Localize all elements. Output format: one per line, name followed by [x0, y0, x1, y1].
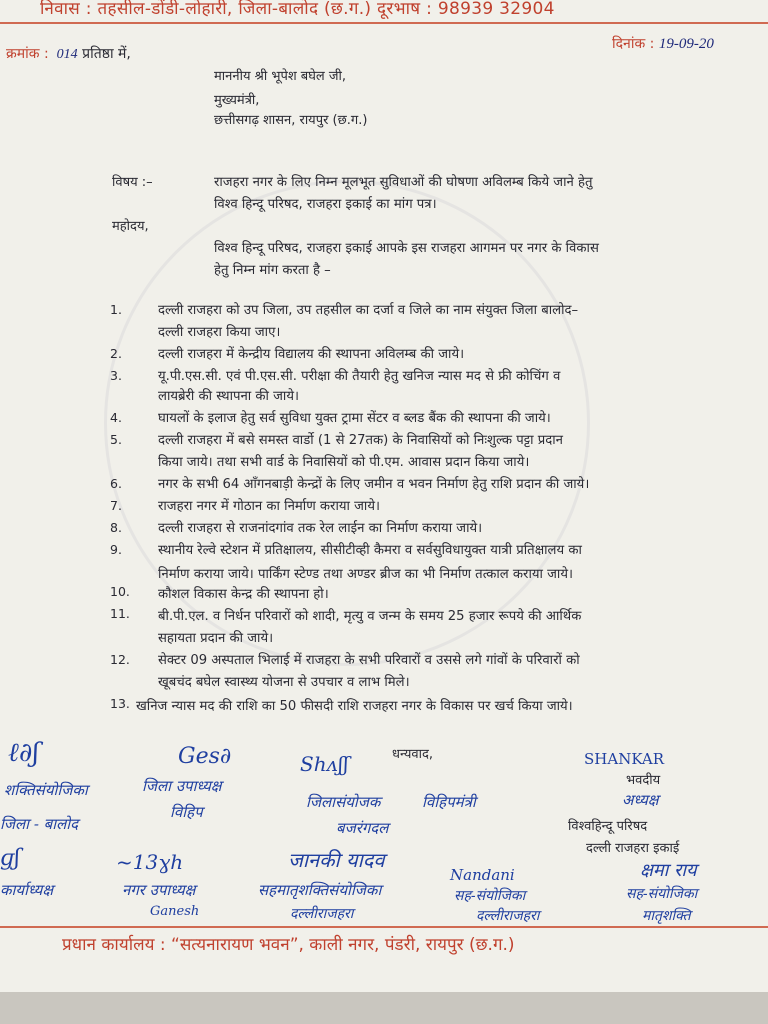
signature-title: दल्लीराजहरा [476, 908, 540, 924]
header-divider [0, 22, 768, 24]
demand-text: खनिज न्यास मद की राशि का 50 फीसदी राशि राजहरा नगर के विकास पर खर्च किया जाये। [136, 699, 573, 714]
intro-line: विश्व हिन्दू परिषद, राजहरा इकाई आपके इस राजहरा आगमन पर नगर के विकास [214, 241, 599, 256]
footer-divider [0, 926, 768, 928]
reference-prefix: प्रतिष्ठा में, [82, 46, 131, 62]
signature-scribble: ℓ∂ʃ [8, 738, 40, 768]
demand-text: दल्ली राजहरा में बसे समस्त वार्डो (1 से 27तक) के निवासियों को निःशुल्क पट्टा प्रदान [158, 433, 564, 448]
demand-text: सहायता प्रदान की जाये। [158, 631, 274, 646]
demand-text: दल्ली राजहरा से राजनांदगांव तक रेल लाईन का निर्माण कराया जाये। [158, 521, 483, 536]
closing-sender: भवदीय [626, 773, 661, 788]
demand-number: 2. [110, 346, 122, 361]
demand-text: नगर के सभी 64 आँगनबाड़ी केन्द्रों के लिए जमीन व भवन निर्माण हेतु राशि प्रदान की जाये। [158, 477, 590, 492]
demand-text: किया जाये। तथा सभी वार्ड के निवासियों को पी.एम. आवास प्रदान किया जाये। [158, 455, 530, 470]
subject-label: विषय :– [112, 175, 153, 190]
signature-title: कार्याध्यक्ष [0, 881, 54, 899]
reference-value: 014 [56, 47, 78, 62]
signature-title: विहिप [170, 803, 203, 821]
addressee-line: मुख्यमंत्री, [214, 93, 260, 108]
letter-date [612, 34, 714, 53]
subject-line: विश्व हिन्दू परिषद, राजहरा इकाई का मांग पत्र। [214, 197, 437, 212]
demand-text: दल्ली राजहरा किया जाए। [158, 325, 281, 340]
signature-name: क्षमा राय [640, 860, 697, 881]
signature-title: जिला उपाध्यक्ष [142, 777, 222, 795]
signature-scribble: ɡʃ [0, 846, 21, 871]
demand-text: दल्ली राजहरा को उप जिला, उप तहसील का दर्जा व जिले का नाम संयुक्त जिला बालोद– [158, 303, 579, 318]
signature-title: मातृशक्ति [642, 908, 691, 924]
signature-title: बजरंगदल [336, 819, 389, 837]
demand-number: 11. [110, 606, 130, 621]
signature-scribble: ~13ɣh [116, 850, 184, 874]
demand-number: 4. [110, 410, 122, 425]
signature-name: जानकी यादव [288, 848, 385, 872]
signature-title: सह-संयोजिका [454, 888, 526, 904]
addressee-line: छत्तीसगढ़ शासन, रायपुर (छ.ग.) [214, 113, 368, 128]
demand-text: घायलों के इलाज हेतु सर्व सुविधा युक्त ट्रामा सेंटर व ब्लड बैंक की स्थापना की जाये। [158, 411, 551, 426]
signature-title: अध्यक्ष [622, 791, 659, 809]
demand-text: यू.पी.एस.सी. एवं पी.एस.सी. परीक्षा की तैयारी हेतु खनिज न्यास मद से फ्री कोचिंग व [158, 369, 561, 384]
demand-text: लायब्रेरी की स्थापना की जाये। [158, 389, 299, 404]
demand-number: 10. [110, 584, 130, 599]
demand-number: 9. [110, 542, 122, 557]
demand-text: सेक्टर 09 अस्पताल भिलाई में राजहरा के सभी परिवारों व उससे लगे गांवों के परिवारों को [158, 653, 580, 668]
signature-title: सहमातृशक्तिसंयोजिका [258, 881, 382, 899]
subject-line: राजहरा नगर के लिए निम्न मूलभूत सुविधाओं की घोषणा अविलम्ब किये जाने हेतु [214, 175, 593, 190]
reference-number [6, 44, 131, 63]
addressee-line: माननीय श्री भूपेश बघेल जी, [214, 69, 347, 84]
signature-title: शक्तिसंयोजिका [4, 781, 88, 799]
date-label: दिनांक : [612, 36, 655, 52]
demand-number: 1. [110, 302, 122, 317]
letterhead-top-line: निवास : तहसील-डोंडी-लोहारी, जिला-बालोद (छ.ग.) दूरभाष : 98939 32904 [40, 0, 555, 19]
demand-number: 3. [110, 368, 122, 383]
signature-name: Ganesh [150, 904, 200, 919]
signature-title: नगर उपाध्यक्ष [122, 881, 196, 899]
closing-org: विश्वहिन्दू परिषद [568, 819, 648, 834]
demand-number: 6. [110, 476, 122, 491]
office-address: प्रधान कार्यालय : “सत्यनारायण भवन”, काली नगर, पंडरी, रायपुर (छ.ग.) [62, 935, 515, 955]
signature-scribble: Ges∂ [178, 744, 232, 769]
closing-org: दल्ली राजहरा इकाई [586, 841, 680, 856]
demand-text: निर्माण कराया जाये। पार्किंग स्टेण्ड तथा अण्डर ब्रीज का भी निर्माण तत्काल कराया जाये। [158, 567, 573, 582]
demand-text: बी.पी.एल. व निर्धन परिवारों को शादी, मृत्यु व जन्म के समय 25 हजार रूपये की आर्थिक [158, 609, 582, 624]
demand-text: दल्ली राजहरा में केन्द्रीय विद्यालय की स्थापना अविलम्ब की जाये। [158, 347, 465, 362]
demand-number: 8. [110, 520, 122, 535]
reference-label: क्रमांक : [6, 46, 49, 62]
date-value: 19-09-20 [658, 36, 714, 52]
signature-scribble: Shᴧʃʃ [300, 752, 349, 776]
table-surface [0, 992, 768, 1024]
signature-title: विहिपमंत्री [422, 793, 476, 811]
salutation: महोदय, [112, 219, 149, 234]
demand-number: 7. [110, 498, 122, 513]
signature-name: Nandani [450, 866, 515, 884]
demand-text: राजहरा नगर में गोठान का निर्माण कराया जाये। [158, 499, 380, 514]
demand-number: 5. [110, 432, 122, 447]
demand-text: खूबचंद बघेल स्वास्थ्य योजना से उपचार व लाभ मिले। [158, 675, 410, 690]
intro-line: हेतु निम्न मांग करता है – [214, 263, 331, 278]
demand-number: 12. [110, 652, 130, 667]
signature-title: दल्लीराजहरा [290, 906, 354, 922]
demand-text: कौशल विकास केन्द्र की स्थापना हो। [158, 587, 329, 602]
signature-title: सह-संयोजिका [626, 886, 698, 902]
demand-text: स्थानीय रेल्वे स्टेशन में प्रतिक्षालय, सीसीटीव्ही कैमरा व सर्वसुविधायुक्त यात्री प्रतिक्षालय का [158, 543, 582, 558]
signature-title: जिलासंयोजक [306, 793, 381, 811]
demand-number: 13. [110, 696, 130, 711]
signature-name: SHANKAR [584, 750, 665, 768]
signature-title: जिला - बालोद [0, 815, 79, 833]
closing-thanks: धन्यवाद, [392, 747, 434, 762]
